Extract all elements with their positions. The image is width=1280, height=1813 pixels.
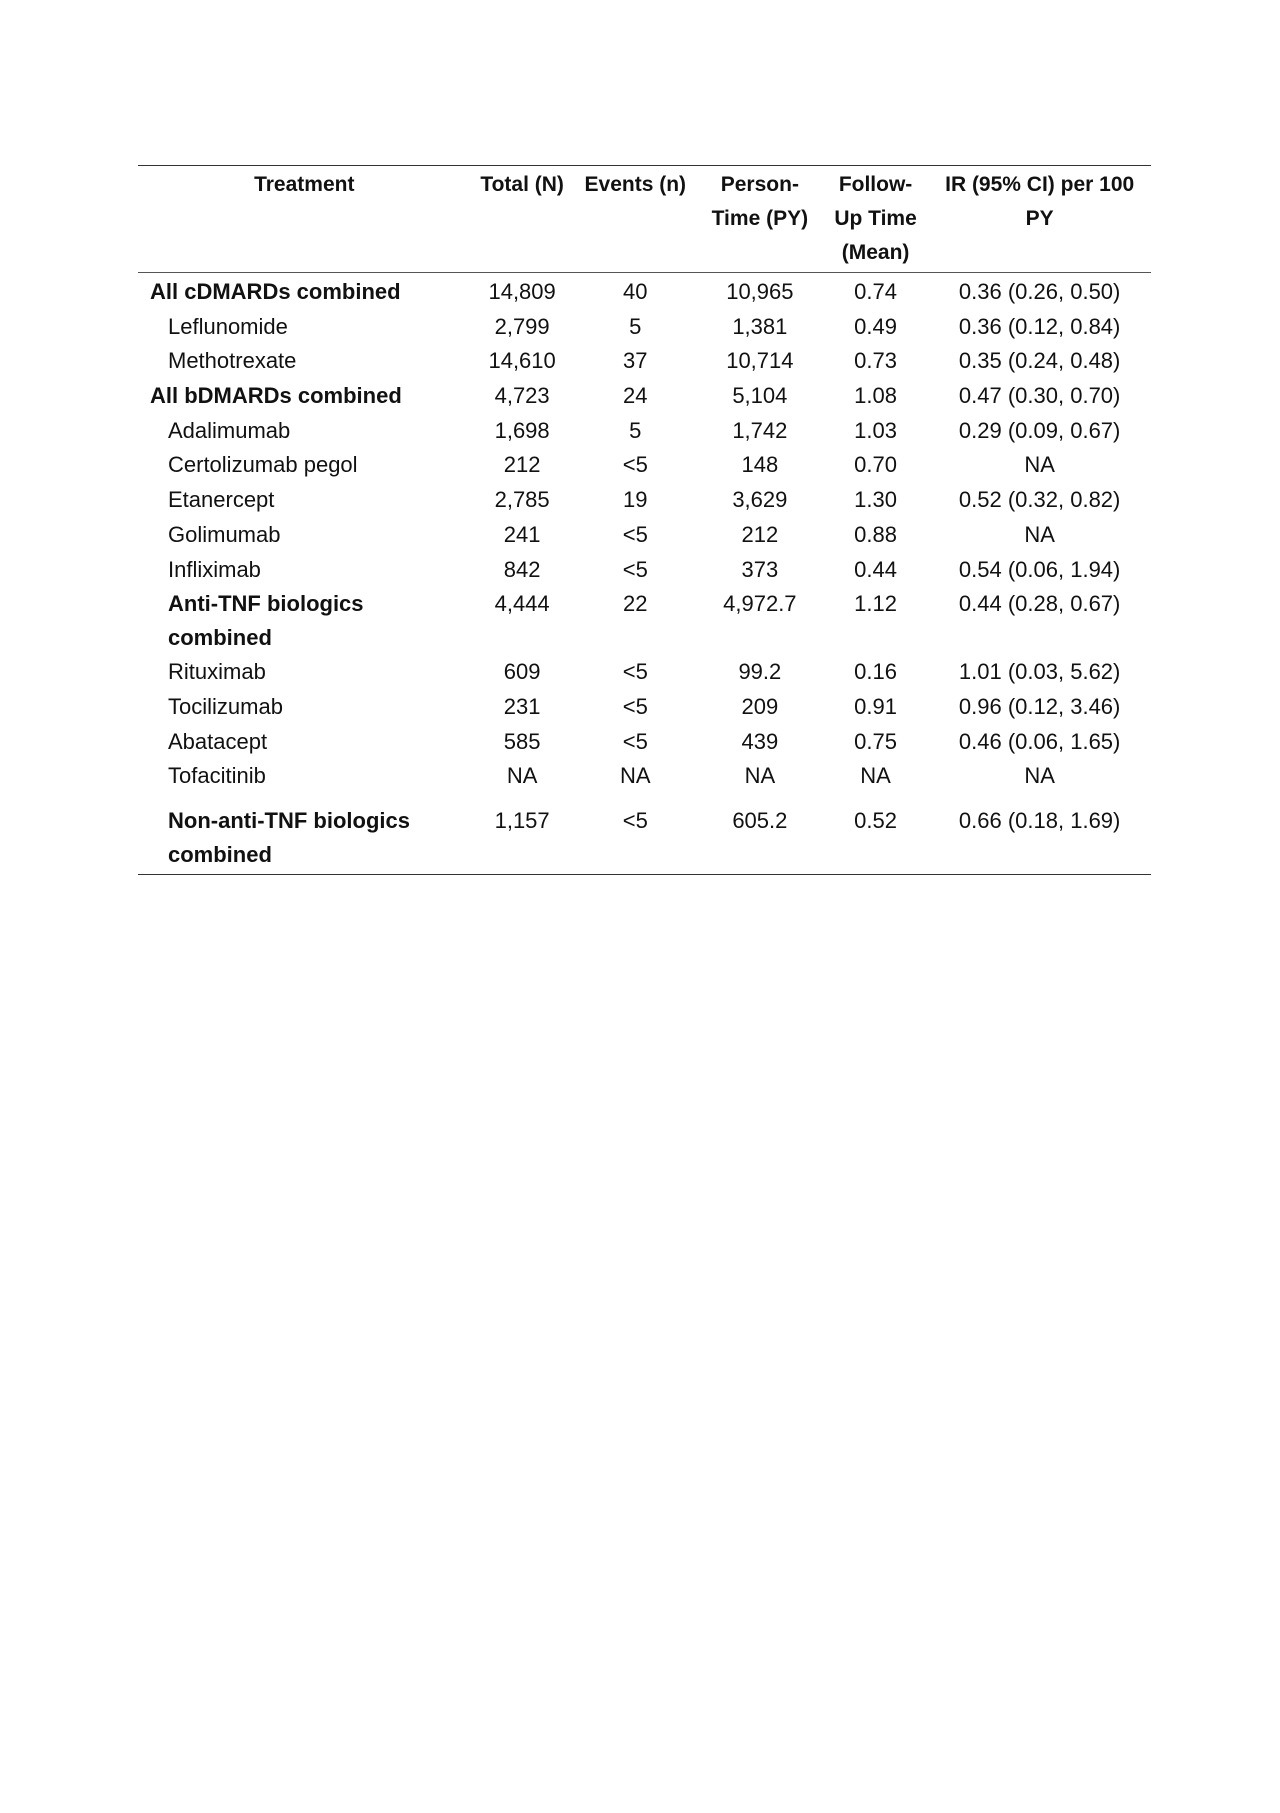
table-row xyxy=(138,725,1151,760)
cell-total: 1,157 xyxy=(494,807,550,833)
cell-follow-up: 0.75 xyxy=(854,728,897,754)
cell-total: 231 xyxy=(503,693,541,719)
table-row xyxy=(138,655,1151,690)
cell-incidence-rate: 0.36 (0.26, 0.50) xyxy=(958,279,1121,304)
cell-total: 609 xyxy=(503,659,541,685)
cell-person-time: 5,104 xyxy=(732,383,788,409)
cell-person-time: 10,965 xyxy=(726,279,794,304)
table-row xyxy=(138,483,1151,518)
cell-events: 5 xyxy=(629,313,642,339)
cell-follow-up: 0.16 xyxy=(854,659,897,685)
cell-incidence-rate: 0.29 (0.09, 0.67) xyxy=(958,417,1121,443)
cell-treatment: All bDMARDs combined xyxy=(150,383,402,409)
cell-person-time: 3,629 xyxy=(732,487,788,513)
cell-treatment: Infliximab xyxy=(168,556,261,582)
cell-total: 2,799 xyxy=(494,313,550,339)
cell-total: 842 xyxy=(503,556,541,582)
cell-events: <5 xyxy=(622,728,648,754)
cell-events: 22 xyxy=(623,591,648,617)
cell-events: 19 xyxy=(623,487,648,513)
header-person-time: Person-Time (PY) xyxy=(711,173,809,230)
cell-follow-up: 0.70 xyxy=(854,452,897,478)
table-row xyxy=(138,273,1151,310)
cell-person-time: 373 xyxy=(741,556,779,582)
cell-total: 14,809 xyxy=(488,279,556,304)
cell-total: 1,698 xyxy=(494,417,550,443)
cell-treatment: Rituximab xyxy=(168,659,266,685)
cell-incidence-rate: 0.35 (0.24, 0.48) xyxy=(958,348,1121,374)
cell-follow-up: 1.03 xyxy=(854,417,897,443)
cell-person-time: 1,742 xyxy=(732,417,788,443)
cell-treatment: Non-anti-TNF biologics combined xyxy=(168,807,410,867)
cell-total: NA xyxy=(506,763,538,789)
table-header-row xyxy=(138,166,1151,273)
cell-total: 212 xyxy=(503,452,541,478)
header-treatment: Treatment xyxy=(254,173,355,196)
cell-events: <5 xyxy=(622,521,648,547)
header-events: Events (n) xyxy=(584,173,687,196)
cell-person-time: 212 xyxy=(741,521,779,547)
cell-incidence-rate: 0.46 (0.06, 1.65) xyxy=(958,728,1121,754)
table-row xyxy=(138,794,1151,875)
cell-treatment: All cDMARDs combined xyxy=(150,279,401,304)
cell-follow-up: 0.52 xyxy=(854,807,897,833)
cell-treatment: Certolizumab pegol xyxy=(168,452,358,478)
cell-incidence-rate: 0.47 (0.30, 0.70) xyxy=(958,383,1121,409)
cell-events: 40 xyxy=(623,279,648,304)
table-row xyxy=(138,587,1151,655)
cell-total: 585 xyxy=(503,728,541,754)
cell-person-time: 209 xyxy=(741,693,779,719)
cell-incidence-rate: 0.36 (0.12, 0.84) xyxy=(958,313,1121,339)
cell-total: 4,444 xyxy=(494,591,550,617)
cell-follow-up: 0.91 xyxy=(854,693,897,719)
cell-person-time: 605.2 xyxy=(732,807,788,833)
cell-treatment: Abatacept xyxy=(168,728,268,754)
cell-treatment: Adalimumab xyxy=(168,417,291,443)
cell-total: 241 xyxy=(503,521,541,547)
cell-total: 14,610 xyxy=(488,348,556,374)
header-incidence-rate: IR (95% CI) per 100 PY xyxy=(945,173,1135,230)
incidence-rate-table xyxy=(138,165,1151,875)
cell-events: 5 xyxy=(629,417,642,443)
cell-events: <5 xyxy=(622,693,648,719)
cell-treatment: Tocilizumab xyxy=(168,693,283,719)
cell-treatment: Golimumab xyxy=(168,521,281,547)
cell-events: 24 xyxy=(623,383,648,409)
cell-events: <5 xyxy=(622,807,648,833)
cell-incidence-rate: 0.66 (0.18, 1.69) xyxy=(958,807,1121,833)
cell-follow-up: 0.88 xyxy=(854,521,897,547)
cell-person-time: 10,714 xyxy=(726,348,794,374)
cell-incidence-rate: 0.44 (0.28, 0.67) xyxy=(958,591,1121,617)
header-total: Total (N) xyxy=(480,173,564,196)
cell-events: <5 xyxy=(622,556,648,582)
cell-follow-up: 0.74 xyxy=(854,279,897,304)
cell-person-time: 439 xyxy=(741,728,779,754)
cell-follow-up: 0.73 xyxy=(854,348,897,374)
table-row xyxy=(138,310,1151,345)
header-follow-up: Follow-Up Time (Mean) xyxy=(834,173,917,264)
cell-person-time: 1,381 xyxy=(732,313,788,339)
cell-incidence-rate: NA xyxy=(1024,763,1055,789)
cell-incidence-rate: 0.52 (0.32, 0.82) xyxy=(958,487,1121,513)
cell-events: <5 xyxy=(622,659,648,685)
cell-total: 2,785 xyxy=(494,487,550,513)
cell-incidence-rate: 0.96 (0.12, 3.46) xyxy=(958,693,1121,719)
cell-follow-up: 1.12 xyxy=(854,591,897,617)
cell-treatment: Anti-TNF biologics combined xyxy=(168,591,364,651)
cell-follow-up: NA xyxy=(860,763,891,789)
table-row xyxy=(138,344,1151,379)
cell-treatment: Methotrexate xyxy=(168,348,297,374)
table-row xyxy=(138,553,1151,588)
cell-incidence-rate: NA xyxy=(1024,521,1055,547)
table-row xyxy=(138,379,1151,414)
table-row xyxy=(138,518,1151,553)
cell-person-time: NA xyxy=(744,763,776,789)
table-row xyxy=(138,759,1151,794)
cell-incidence-rate: NA xyxy=(1024,452,1055,478)
cell-events: <5 xyxy=(622,452,648,478)
cell-incidence-rate: 1.01 (0.03, 5.62) xyxy=(958,659,1121,685)
cell-follow-up: 1.30 xyxy=(854,487,897,513)
table-row xyxy=(138,414,1151,449)
cell-follow-up: 1.08 xyxy=(854,383,897,409)
table-row xyxy=(138,690,1151,725)
table-row xyxy=(138,448,1151,483)
cell-person-time: 99.2 xyxy=(738,659,782,685)
cell-follow-up: 0.49 xyxy=(854,313,897,339)
cell-treatment: Tofacitinib xyxy=(168,763,266,789)
cell-incidence-rate: 0.54 (0.06, 1.94) xyxy=(958,556,1121,582)
cell-treatment: Leflunomide xyxy=(168,313,288,339)
cell-total: 4,723 xyxy=(494,383,550,409)
cell-events: NA xyxy=(620,763,651,789)
cell-treatment: Etanercept xyxy=(168,487,275,513)
cell-follow-up: 0.44 xyxy=(854,556,897,582)
cell-person-time: 4,972.7 xyxy=(723,591,797,617)
cell-events: 37 xyxy=(623,348,648,374)
cell-person-time: 148 xyxy=(741,452,779,478)
